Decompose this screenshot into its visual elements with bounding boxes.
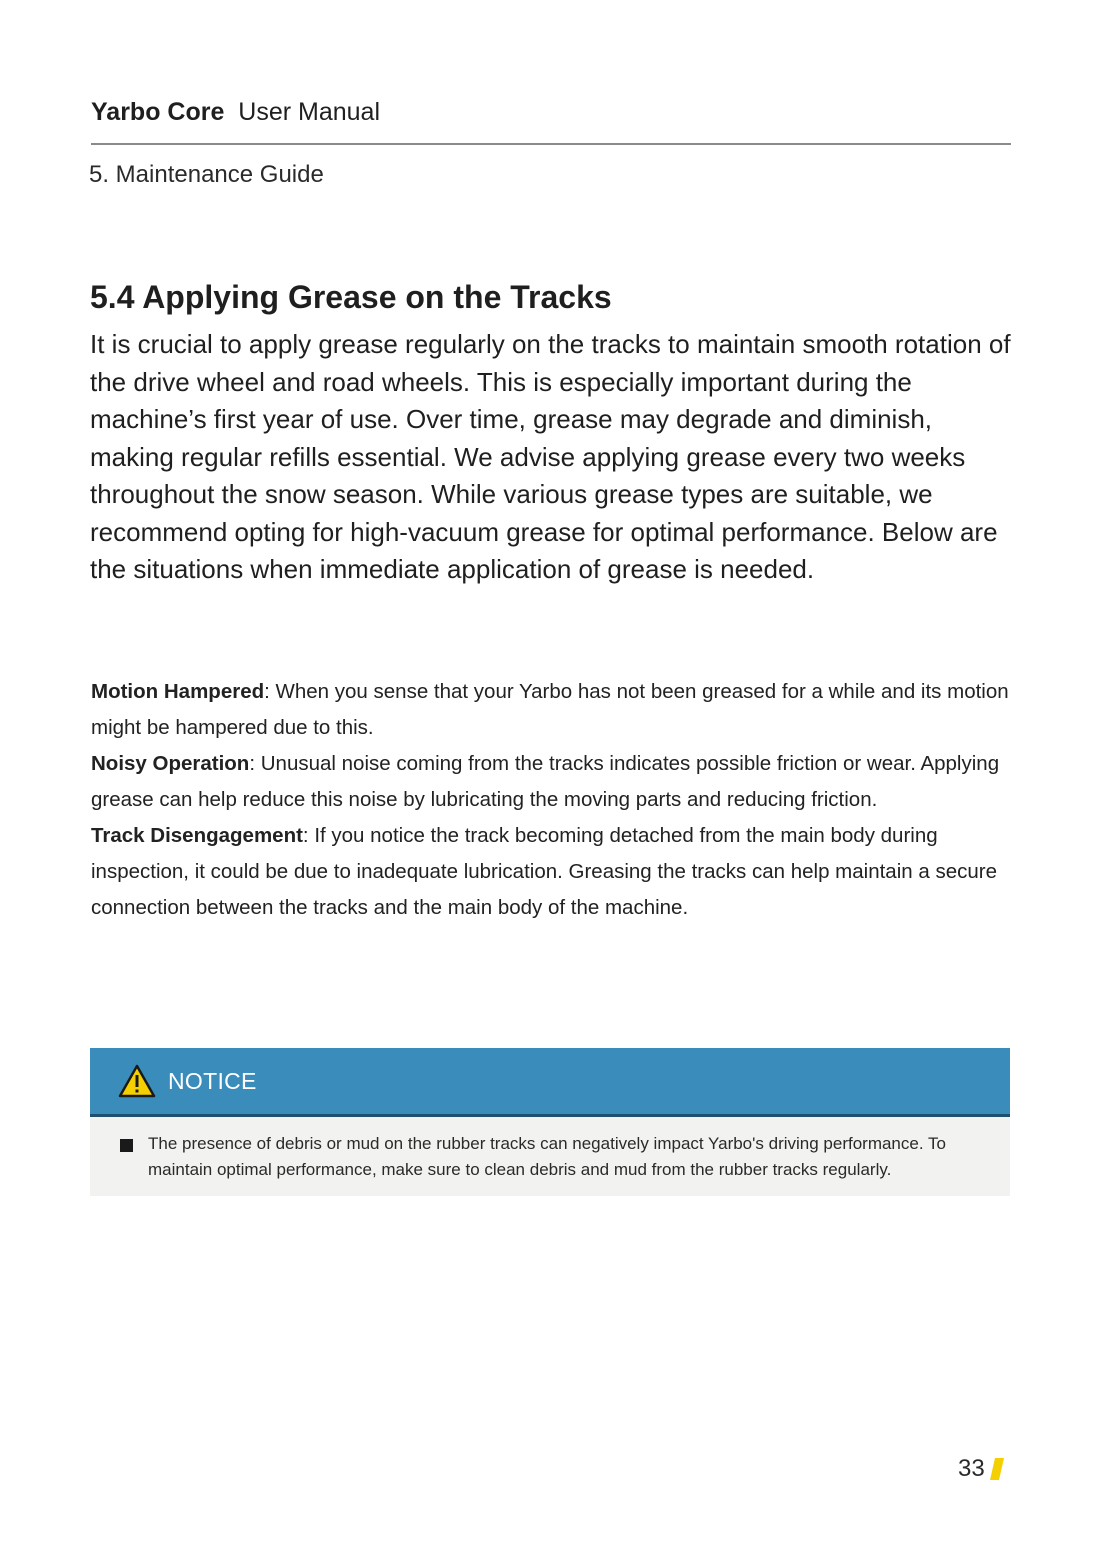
notice-header bbox=[90, 1048, 1010, 1117]
manual-title bbox=[91, 96, 1011, 128]
warning-triangle-icon bbox=[118, 1064, 156, 1098]
situation-item bbox=[91, 824, 997, 919]
manual-type: User Manual bbox=[238, 98, 381, 126]
notice-item bbox=[90, 1117, 1010, 1196]
situation-text: : When you sense that your Yarbo has not been greased for a while and its motion might be hampered due to this. bbox=[91, 680, 1009, 739]
page-number: 33 bbox=[958, 1455, 985, 1482]
header-divider bbox=[91, 143, 1011, 145]
notice-box bbox=[90, 1048, 1010, 1196]
situations-list bbox=[91, 674, 1011, 926]
section-title: 5.4 Applying Grease on the Tracks bbox=[90, 279, 612, 315]
brand-name: Yarbo Core bbox=[91, 98, 225, 126]
chapter-label: 5. Maintenance Guide bbox=[89, 161, 324, 188]
notice-label: NOTICE bbox=[168, 1067, 257, 1094]
situation-text: : If you notice the track becoming detached from the main body during inspection, it could be due to inadequate lubrication. Greasing the tracks can help maintain a secure connection between the tracks and the main body of the machine. bbox=[91, 824, 997, 919]
page-header bbox=[91, 96, 1011, 128]
situation-item bbox=[91, 680, 1009, 739]
situation-text: : Unusual noise coming from the tracks indicates possible friction or wear. Applying grease can help reduce this noise by lubricating the moving parts and reducing friction. bbox=[91, 752, 1000, 811]
situation-term: Motion Hampered bbox=[91, 680, 265, 703]
situation-term: Track Disengagement bbox=[91, 824, 303, 847]
notice-text: The presence of debris or mud on the rubber tracks can negatively impact Yarbo's driving performance. To maintain optimal performance, make sure to clean debris and mud from the rubber tracks regularly. bbox=[148, 1134, 946, 1179]
situation-item bbox=[91, 752, 999, 811]
situation-term: Noisy Operation bbox=[91, 752, 250, 775]
page-accent-icon bbox=[990, 1458, 1004, 1480]
page-footer bbox=[958, 1454, 1004, 1484]
section-intro: It is crucial to apply grease regularly on the tracks to maintain smooth rotation of the drive wheel and road wheels. This is especially important during the machine’s first year of use. Over time, grease may degrade and diminish, making regular refills essential. We advise applying grease every two weeks throughout the snow season. While various grease types are suitable, we recommend opting for high-vacuum grease for optimal performance. Below are the situations when immediate application of grease is needed. bbox=[90, 329, 1011, 584]
square-bullet-icon bbox=[120, 1139, 133, 1152]
